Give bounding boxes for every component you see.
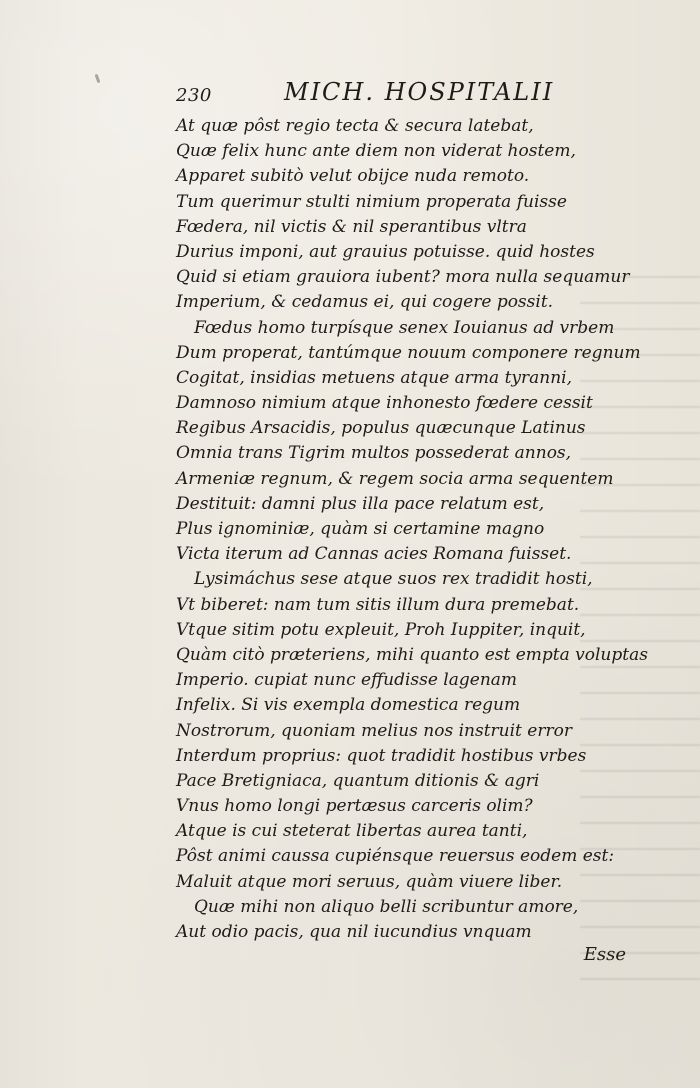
- catchword: Esse: [583, 944, 626, 965]
- verse-line: Maluit atque mori seruus, quàm viuere liber.: [176, 871, 563, 892]
- verse-line: Nostrorum, quoniam melius nos instruit error: [176, 720, 572, 741]
- verse-line: Armeniæ regnum, & regem socia arma sequentem: [176, 468, 614, 489]
- verse-line: Lysimáchus sese atque suos rex tradidit hosti,: [194, 569, 593, 590]
- verse-line: Apparet subitò velut obijce nuda remoto.: [176, 166, 530, 187]
- verse-line: Atque is cui steterat libertas aurea tanti,: [176, 821, 528, 842]
- verse-line: At quæ pôst regio tecta & secura latebat,: [176, 116, 534, 136]
- verse-line: Pôst animi caussa cupiénsque reuersus eodem est:: [176, 846, 615, 867]
- verse-line: Imperio. cupiat nunc effudisse lagenam: [176, 670, 518, 691]
- verse-line: Dum properat, tantúmque nouum componere regnum: [176, 342, 641, 363]
- verse-line: Plus ignominiæ, quàm si certamine magno: [176, 519, 545, 539]
- verse-line: Vtque sitim potu expleuit, Proh Iuppiter, inquit,: [176, 619, 586, 640]
- verse-line: Damnoso nimium atque inhonesto fœdere cessit: [176, 393, 593, 414]
- verse-line: Vnus homo longi pertæsus carceris olim?: [176, 796, 533, 817]
- verse-line: Vt biberet: nam tum sitis illum dura premebat.: [176, 594, 580, 615]
- verse-line: Cogitat, insidias metuens atque arma tyranni,: [176, 367, 573, 388]
- verse-line: Victa iterum ad Cannas acies Romana fuisset.: [176, 544, 572, 565]
- verse-line: Tum querimur stulti nimium properata fuisse: [176, 191, 567, 212]
- verse-line: Aut odio pacis, qua nil iucundius vnquam: [176, 922, 532, 942]
- verse-line: Fœdera, nil victis & nil sperantibus vltra: [176, 216, 527, 237]
- ink-mark: [95, 74, 101, 83]
- verse-line: Imperium, & cedamus ei, qui cogere possit.: [176, 292, 554, 313]
- verse-line: Regibus Arsacidis, populus quæcunque Latinus: [176, 418, 586, 439]
- verse-line: Quàm citò præteriens, mihi quanto est empta voluptas: [176, 644, 648, 665]
- verse-line: Destituit: damni plus illa pace relatum est,: [176, 493, 545, 514]
- verse-line: Pace Bretigniaca, quantum ditionis & agri: [176, 770, 540, 791]
- verse-line: Interdum proprius: quot tradidit hostibus vrbes: [176, 745, 587, 766]
- verse-line: Infelix. Si vis exempla domestica regum: [176, 695, 521, 716]
- verse-line: Quæ mihi non aliquo belli scribuntur amore,: [194, 896, 579, 917]
- verse-line: Quid si etiam grauiora iubent? mora nulla sequamur: [176, 267, 630, 288]
- running-title: MICH. HOSPITALII: [284, 78, 555, 106]
- verse-line: Fœdus homo turpísque senex Iouianus ad vrbem: [194, 317, 615, 338]
- page-number: 230: [176, 85, 212, 106]
- page-header: [176, 78, 556, 108]
- verse-block: [176, 114, 646, 945]
- verse-line: Omnia trans Tigrim multos possederat annos,: [176, 443, 572, 464]
- verse-line: Durius imponi, aut grauius potuisse. quid hostes: [176, 241, 595, 262]
- verse-line: Quæ felix hunc ante diem non viderat hostem,: [176, 141, 576, 162]
